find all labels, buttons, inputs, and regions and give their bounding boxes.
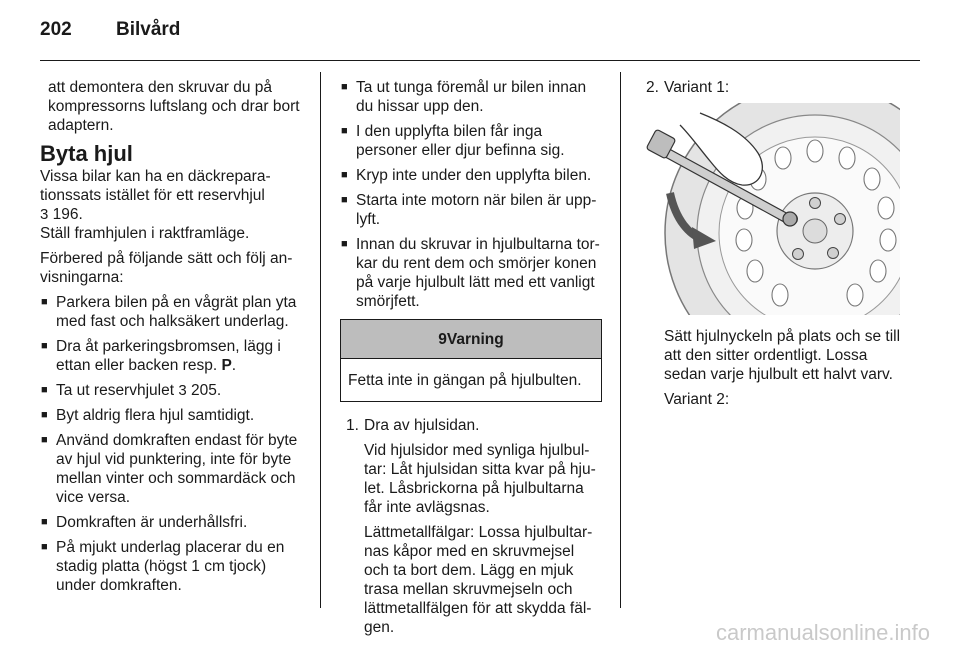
list-item: ■ Byt aldrig flera hjul samtidigt. xyxy=(40,406,306,425)
warning-box xyxy=(340,319,602,402)
step-1 xyxy=(340,416,602,435)
list-item: ■ Dra åt parkeringsbromsen, lägg i ettan eller backen resp. P. xyxy=(40,337,306,375)
step-1-paragraph-alloy: Lättmetallfälgar: Lossa hjulbultarnas kåpor med en skruvmejsel och ta bort dem. Lägg en mjuk trasa mellan skruvmejseln och lättmetallfälgen för att skydda fälgen. xyxy=(364,524,593,636)
section-title: Bilvård xyxy=(116,19,181,40)
paragraph-prepare: Förbered på följande sätt och följ anvisningarna: xyxy=(40,250,293,286)
variant-2-label: Variant 2: xyxy=(664,391,730,408)
list-item: ■ Starta inte motorn när bilen är upplyft. xyxy=(340,191,602,229)
column-divider xyxy=(620,72,621,608)
watermark: carmanualsonline.info xyxy=(715,620,930,645)
page-header xyxy=(40,20,180,39)
column-1 xyxy=(40,78,306,601)
list-item: ■ Domkraften är underhållsfri. xyxy=(40,513,306,532)
list-item: ■ I den upplyfta bilen får inga personer eller djur befinna sig. xyxy=(340,122,602,160)
step-1-paragraph-hubcaps: Vid hjulsidor med synliga hjulbultar: Låt hjulsidan sitta kvar på hjulet. Låsbrickorna på hjulbultarna får inte avlägsnas. xyxy=(364,442,596,516)
list-item: ■ Kryp inte under den upplyfta bilen. xyxy=(340,166,602,185)
list-item: ■ Ta ut reservhjulet 3 205. xyxy=(40,381,306,400)
page-number: 202 xyxy=(40,19,72,40)
paragraph-text: Vissa bilar kan ha en däckreparationssats istället för ett reservhjul xyxy=(40,168,271,204)
paragraph-intro-tyre xyxy=(40,167,306,243)
list-item: ■ Parkera bilen på en vågrät plan yta med fast och halksäkert underlag. xyxy=(40,293,306,331)
paragraph-text: Ställ framhjulen i raktframläge. xyxy=(40,225,250,242)
list-item: ■ Innan du skruvar in hjulbultarna torkar du rent dem och smörjer konen på varje hjulbult lätt med ett vanligt smörjfett. xyxy=(340,235,602,311)
wheel-wrench-illustration xyxy=(640,103,900,315)
list-item: ■ På mjukt underlag placerar du en stadig platta (högst 1 cm tjock) under domkraften. xyxy=(40,538,306,595)
list-item: ■ Ta ut tunga föremål ur bilen innan du hissar upp den. xyxy=(340,78,602,116)
wheel-hub-icon xyxy=(777,193,853,269)
step-title: Dra av hjulsidan. xyxy=(364,417,480,434)
warning-header xyxy=(341,320,601,359)
page-ref-number: 196. xyxy=(52,206,83,223)
step-number: 1. xyxy=(346,417,359,434)
step-2-caption: Sätt hjulnyckeln på plats och se till att den sitter ordentligt. Lossa sedan varje hjulbult ett halvt varv. xyxy=(664,328,901,383)
column-2 xyxy=(340,78,602,643)
list-item: ■ Använd domkraften endast för byte av hjul vid punktering, inte för byte mellan vinter och sommardäck och vice versa. xyxy=(40,431,306,507)
column-divider xyxy=(320,72,321,608)
step-title: Variant 1: xyxy=(664,79,730,96)
step-2 xyxy=(640,78,906,97)
warning-icon: 9 xyxy=(438,331,447,348)
column-3 xyxy=(640,78,906,415)
step-number: 2. xyxy=(646,79,659,96)
intro-paragraph: att demontera den skruvar du på kompressorns luftslang och drar bort adaptern. xyxy=(48,79,300,134)
section-heading: Byta hjul xyxy=(40,141,133,166)
page-ref-icon: 3 xyxy=(40,206,49,223)
page-ref-icon: 3 xyxy=(178,382,187,399)
header-rule xyxy=(40,60,920,61)
warning-text: Fetta inte in gängan på hjulbulten. xyxy=(348,372,582,389)
warning-title: Varning xyxy=(446,331,504,348)
